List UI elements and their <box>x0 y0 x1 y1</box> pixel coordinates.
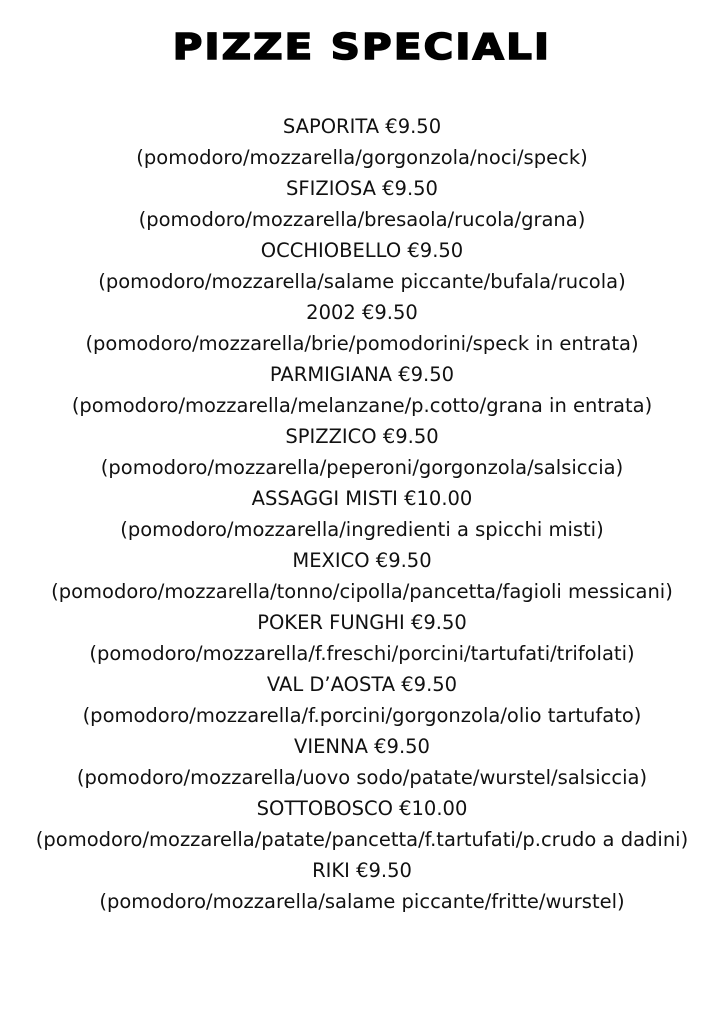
menu-item <box>17 235 707 297</box>
item-ingredients: (pomodoro/mozzarella/tonno/cipolla/pancetta/fagioli messicani) <box>51 580 673 603</box>
item-ingredients: (pomodoro/mozzarella/f.porcini/gorgonzola/olio tartufato) <box>82 704 642 727</box>
item-name-price: SAPORITA €9.50 <box>282 115 442 138</box>
item-name-price: PARMIGIANA €9.50 <box>269 363 455 386</box>
menu-item <box>17 545 707 607</box>
item-name-price: OCCHIOBELLO €9.50 <box>260 239 464 262</box>
menu-item <box>17 855 707 917</box>
item-ingredients: (pomodoro/mozzarella/patate/pancetta/f.tartufati/p.crudo a dadini) <box>35 828 689 851</box>
item-ingredients: (pomodoro/mozzarella/melanzane/p.cotto/grana in entrata) <box>71 394 653 417</box>
item-ingredients: (pomodoro/mozzarella/peperoni/gorgonzola/salsiccia) <box>100 456 624 479</box>
item-ingredients: (pomodoro/mozzarella/uovo sodo/patate/wurstel/salsiccia) <box>76 766 648 789</box>
item-ingredients: (pomodoro/mozzarella/salame piccante/bufala/rucola) <box>98 270 626 293</box>
item-name-price: ASSAGGI MISTI €10.00 <box>251 487 473 510</box>
menu-item <box>17 793 707 855</box>
menu-title: PIZZE SPECIALI <box>172 27 552 68</box>
item-ingredients: (pomodoro/mozzarella/ingredienti a spicchi misti) <box>120 518 604 541</box>
menu-item <box>17 297 707 359</box>
item-name-price: SOTTOBOSCO €10.00 <box>256 797 468 820</box>
item-name-price: POKER FUNGHI €9.50 <box>257 611 467 634</box>
menu-item <box>17 669 707 731</box>
menu-list <box>17 111 707 917</box>
item-ingredients: (pomodoro/mozzarella/bresaola/rucola/grana) <box>138 208 586 231</box>
item-name-price: 2002 €9.50 <box>306 301 418 324</box>
item-name-price: SPIZZICO €9.50 <box>285 425 439 448</box>
item-ingredients: (pomodoro/mozzarella/salame piccante/fritte/wurstel) <box>99 890 625 913</box>
menu-item <box>17 173 707 235</box>
menu-item <box>17 359 707 421</box>
item-name-price: RIKI €9.50 <box>312 859 412 882</box>
item-name-price: MEXICO €9.50 <box>292 549 432 572</box>
menu-item <box>17 731 707 793</box>
item-name-price: SFIZIOSA €9.50 <box>286 177 438 200</box>
menu-item <box>17 607 707 669</box>
menu-item <box>17 111 707 173</box>
item-name-price: VAL D’AOSTA €9.50 <box>266 673 458 696</box>
item-ingredients: (pomodoro/mozzarella/gorgonzola/noci/speck) <box>136 146 588 169</box>
item-name-price: VIENNA €9.50 <box>294 735 430 758</box>
menu-item <box>17 421 707 483</box>
menu-item <box>17 483 707 545</box>
item-ingredients: (pomodoro/mozzarella/brie/pomodorini/speck in entrata) <box>85 332 639 355</box>
item-ingredients: (pomodoro/mozzarella/f.freschi/porcini/tartufati/trifolati) <box>89 642 635 665</box>
